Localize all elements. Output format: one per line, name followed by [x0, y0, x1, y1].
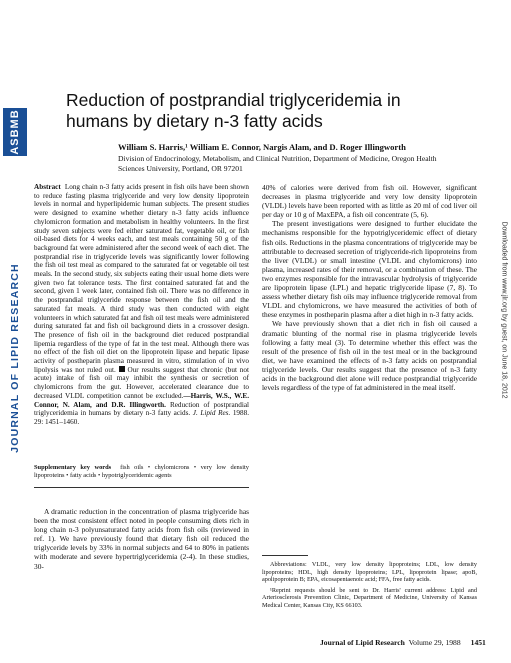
left-sidebar	[0, 108, 32, 453]
footer-volume: Volume 29, 1988	[408, 638, 461, 647]
citation-authors: —Harris, W.S., W.E. Connor, N. Alam, and D.R. Illingworth.	[34, 391, 249, 409]
abstract-text-2: Our results suggest that chronic (but not acute) intake of fish oil may inhibit the synthesis or secretion of chylomicrons from the gut. However, accelerated clearance due to decreased VLDL competition cannot be excluded.	[34, 365, 249, 400]
journal-vertical-title	[1, 258, 29, 458]
download-note-text: Downloaded from www.jlr.org by guest, on June 18, 2012	[500, 221, 508, 399]
journal-vertical-text: JOURNAL OF LIPID RESEARCH	[9, 263, 21, 453]
right-paragraph-3: We have previously shown that a diet rich in fish oil caused a dramatic blunting of the normal rise in plasma triglyceride levels following a fatty meal (3). To determine whether this effect was the result of the presence of fish oil in the test meal or in the background diet, we have examined the effects of n-3 fatty acids on postprandial triglyceride levels. Our results suggest that the presence of n-3 fatty acids in the background diet alone will reduce postprandial triglyceride levels regardless of the type of fat administered in the meal itself.	[262, 319, 477, 393]
right-paragraph-1: 40% of calories were derived from fish oil. However, significant decreases in plasma triglyceride and very low density lipoprotein (VLDL) levels have been reported with as little as 20 ml of cod liver oil per day or 10 g of MaxEPA, a fish oil concentrate (5, 6).	[262, 183, 477, 220]
footnotes	[262, 561, 477, 613]
intro-paragraph: A dramatic reduction in the concentration of plasma triglyceride has been the most consistent effect noted in people consuming diets rich in long chain n-3 polyunsaturated fatty acids from fish oils (reviewed in ref. 1). We have previously found that dietary fish oil reduced the triglyceride levels by 33% in normal subjects and 64 to 80% in patients with moderate and severe hypertriglyceridemia (2-4). In these studies, 30-	[34, 507, 249, 571]
keywords-text: fish oils • chylomicrons • very low density lipoproteins • fatty acids • hypotriglyceridemic agents	[34, 464, 249, 479]
footnote-abbreviations: Abbreviations: VLDL, very low density lipoproteins; LDL, low density lipoproteins; HDL, high density lipoproteins; LPL, lipoprotein lipase; apoB, apolipoprotein B; EPA, eicosapentaenoic acid; FFA, free fatty acids.	[262, 561, 477, 584]
right-column	[262, 183, 477, 392]
right-paragraph-2: The present investigations were designed to further elucidate the mechanisms responsible for the hypotriglyceridemic effect of dietary fish oils. Reductions in the plasma concentrations of triglyceride may be attributable to decreased secretion of triglyceride-rich lipoproteins from the liver (VLDL) or small intestine (VLDL and chylomicrons) into plasma, increased rates of their removal, or a combination of these. The two enzymes responsible for the intravascular hydrolysis of triglyceride are lipoprotein lipase (LPL) and hepatic triglyceride lipase (7, 8). To assess whether dietary fish oils may influence triglyceride removal from VLDL and chylomicrons, we have measured the activities of both of these enzymes in postheparin plasma after a diet high in n-3 fatty acids.	[262, 219, 477, 320]
author-affiliation: Division of Endocrinology, Metabolism, and Clinical Nutrition, Department of Medicine, Oregon Health Sciences University, Portland, OR 97201	[118, 154, 437, 173]
asbmb-badge-text: ASBMB	[9, 109, 21, 155]
end-square-icon	[119, 366, 125, 372]
footer-journal: Journal of Lipid Research	[320, 638, 405, 647]
abstract-text-1: Long chain n-3 fatty acids present in fish oils have been shown to reduce fasting plasma triglyceride and very low density lipoprotein levels in normal and hyperlipidemic human subjects. The present studies were designed to examine whether dietary n-3 fatty acids influence chylomicron formation and metabolism in healthy volunteers. In the first study seven subjects were fed either saturated fat, vegetable oil, or fish oil-based diets for 4 weeks each, and test meals containing 50 g of the background fat were administered after the second week of each diet. The postprandial rise in triglyceride levels was significantly lower following the fish oil test meal as compared to the saturated fat or vegetable oil test meals. In the second study, six subjects eating their usual home diets were given two fat tolerance tests. The first contained saturated fat and the second, given 1 week later, contained fish oil. There was no difference in the postprandial triglyceride response between the fish oil and the saturated fat meals. A third study was then conducted with eight volunteers in which saturated fat and fish oil test meals were administered during saturated fat and fish oil background diets in a crossover design. The presence of fish oil in the background diet reduced postprandial lipemia regardless of the type of fat in the test meal. Although there was no effect of the fish oil diet on the lipoprotein lipase and hepatic lipase activity of postheparin plasma measured in vitro, stimulation of in vivo lipolysis was not ruled out.	[34, 183, 249, 374]
footnote-reprint: ¹Reprint requests should be sent to Dr. Harris' current address: Lipid and Arteriosclerosis Prevention Clinic, Department of Medicine, University of Kansas Medical Center, Kansas City, KS 66103.	[262, 586, 477, 609]
download-note	[497, 190, 511, 430]
footer-page-number: 1451	[470, 638, 486, 647]
citation-details: 1988. 29: 1451–1460.	[34, 409, 249, 426]
citation-journal: J. Lipid Res.	[192, 409, 231, 418]
citation-title: Reduction of postprandial triglyceridemia in humans by dietary n-3 fatty acids.	[34, 400, 250, 418]
intro-left-column	[34, 507, 249, 571]
page-footer	[320, 638, 486, 647]
keywords	[34, 464, 249, 479]
keywords-label: Supplementary key words	[34, 464, 112, 471]
article-authors: William S. Harris,¹ William E. Connor, Nargis Alam, and D. Roger Illingworth	[118, 142, 406, 152]
asbmb-badge	[3, 108, 27, 156]
footnote-divider	[262, 555, 308, 556]
section-divider	[34, 487, 249, 488]
abstract-label: Abstract	[34, 183, 61, 191]
abstract	[34, 183, 249, 427]
article-title: Reduction of postprandial triglyceridemia in humans by dietary n-3 fatty acids	[66, 90, 401, 131]
